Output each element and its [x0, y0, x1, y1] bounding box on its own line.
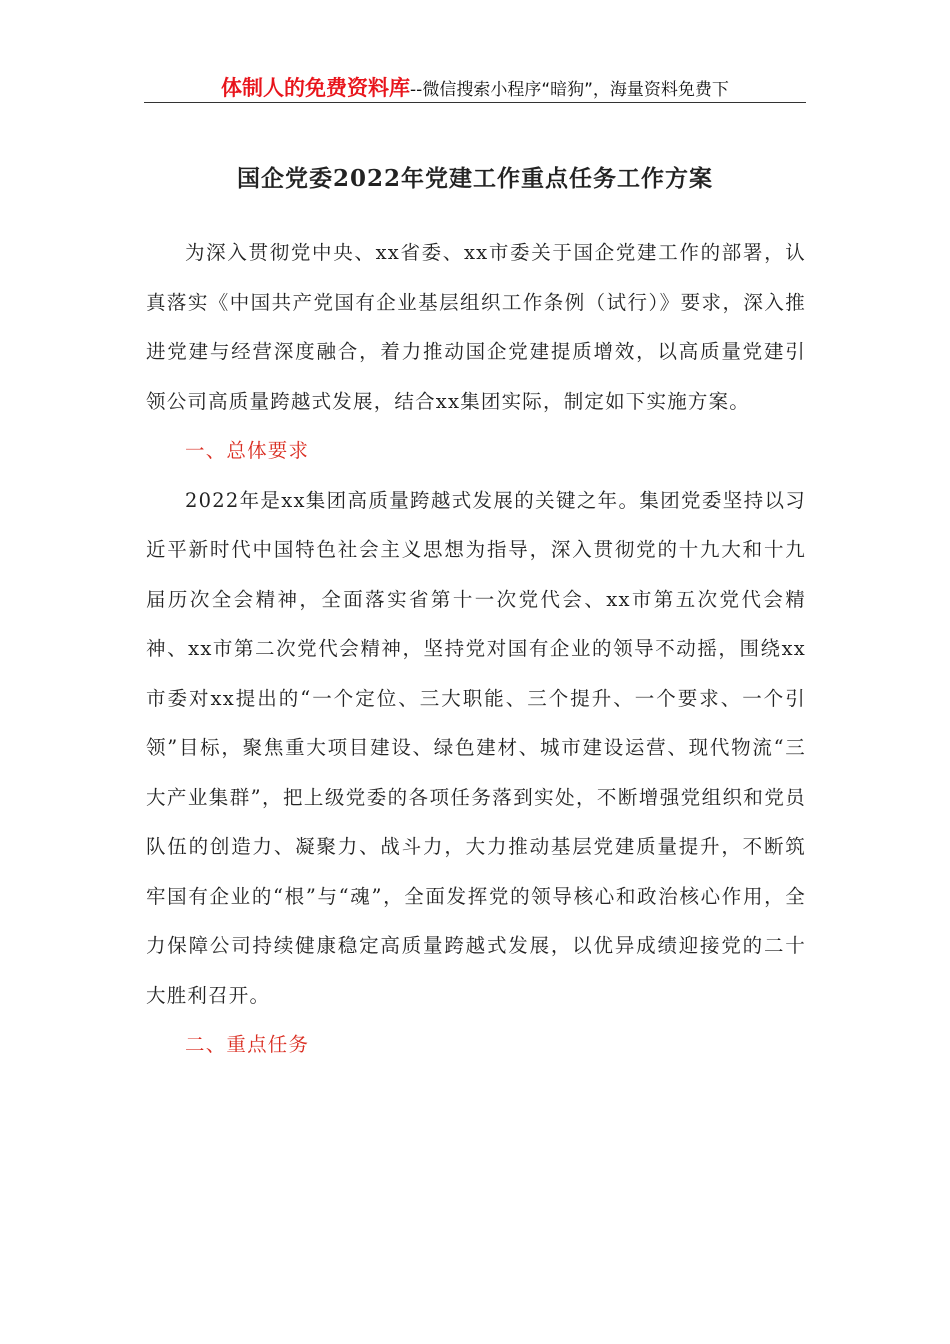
document-title: 国企党委2022年党建工作重点任务工作方案 — [236, 165, 713, 192]
general-requirements-paragraph: 2022年是xx集团高质量跨越式发展的关键之年。集团党委坚持以习近平新时代中国特色社会主义思想为指导，深入贯彻党的十九大和十九届历次全会精神，全面落实省第十一次党代会、xx市第五次党代会精神、xx市第二次党代会精神，坚持党对国有企业的领导不动摇，围绕xx市委对xx提出的“一个定位、三大职能、三个提升、一个要求、一个引领”目标，聚焦重大项目建设、绿色建材、城市建设运营、现代物流“三大产业集群”，把上级党委的各项任务落到实处，不断增强党组织和党员队伍的创造力、凝聚力、战斗力，大力推动基层党建质量提升，不断筑牢国有企业的“根”与“魂”，全面发挥党的领导核心和政治核心作用，全力保障公司持续健康稳定高质量跨越式发展，以优异成绩迎接党的二十大胜利召开。 — [146, 488, 806, 1007]
page-header — [144, 72, 806, 103]
intro-paragraph: 为深入贯彻党中央、xx省委、xx市委关于国企党建工作的部署，认真落实《中国共产党国有企业基层组织工作条例（试行）》要求，深入推进党建与经营深度融合，着力推动国企党建提质增效，以高质量党建引领公司高质量跨越式发展，结合xx集团实际，制定如下实施方案。 — [146, 241, 806, 413]
header-brand: 体制人的免费资料库 — [221, 76, 411, 100]
document-body — [146, 228, 806, 1070]
header-note: --微信搜索小程序“暗狗”，海量资料免费下 — [410, 80, 729, 100]
section-heading-general-requirements: 一、总体要求 — [185, 439, 310, 462]
section-heading-key-tasks: 二、重点任务 — [185, 1033, 310, 1056]
